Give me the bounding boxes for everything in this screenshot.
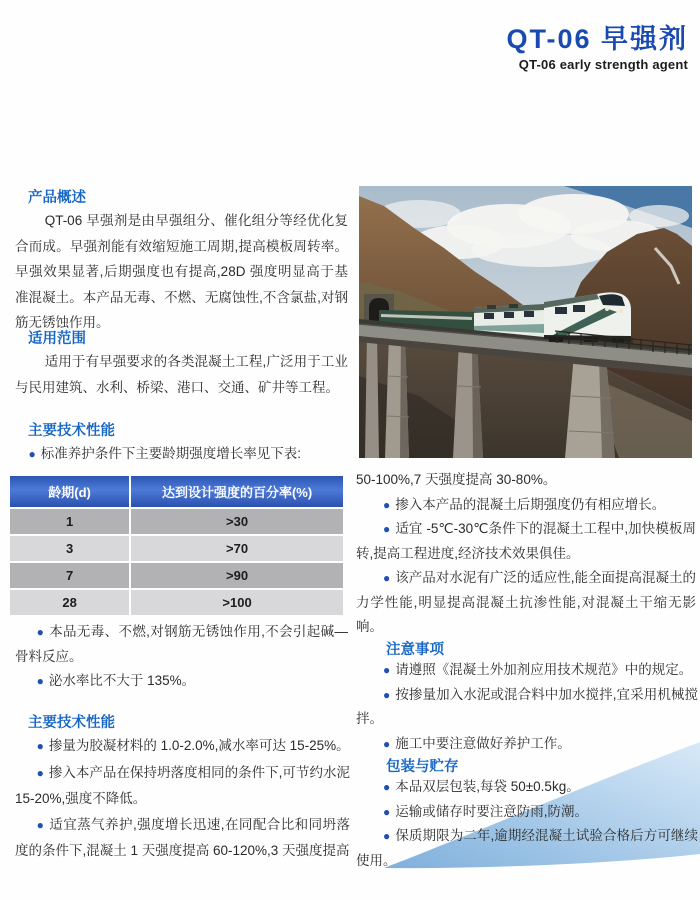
page-title: QT-06 早强剂 (506, 24, 688, 54)
bullet-icon: ● (383, 780, 391, 794)
table-row (10, 563, 343, 588)
notes-bullet-list (356, 658, 698, 756)
bullet-icon: ● (383, 804, 391, 819)
table-row (10, 536, 343, 561)
cell-percent: >100 (131, 590, 343, 615)
list-item-text: 掺入本产品的混凝土后期强度仍有相应增长。 (395, 496, 666, 512)
list-item (356, 566, 696, 640)
list-item (356, 658, 698, 683)
tech2-bullet-list (15, 733, 350, 864)
table-row (10, 509, 343, 534)
overview-paragraph (15, 208, 348, 336)
cell-age: 28 (10, 590, 129, 615)
table-header-percent: 达到设计强度的百分率(%) (131, 476, 343, 507)
list-item (15, 620, 348, 669)
section-heading-packing: 包装与贮存 (386, 759, 459, 775)
cell-percent: >30 (131, 509, 343, 534)
list-item-text: 掺量为胶凝材料的 1.0-2.0%,减水率可达 15-25%。 (48, 738, 350, 753)
page-header (506, 24, 688, 72)
list-item-text: 施工中要注意做好养护工作。 (395, 735, 571, 751)
cell-percent: >90 (131, 563, 343, 588)
list-item (15, 669, 348, 694)
strength-table (8, 474, 345, 617)
table-header-row (10, 476, 343, 507)
list-item-text: 泌水率比不大于 135%。 (48, 673, 196, 688)
list-item (356, 732, 698, 757)
scope-paragraph (15, 349, 348, 400)
bullet-icon: ● (383, 497, 391, 512)
bullet-icon: ● (383, 522, 391, 536)
list-item (356, 775, 698, 800)
cell-age: 1 (10, 509, 129, 534)
tech1-intro-block (15, 441, 348, 468)
list-item-text: 保质期限为二年,逾期经混凝土试验合格后方可继续使用。 (356, 828, 698, 868)
list-item-text: 本品无毒、不燃,对钢筋无锈蚀作用,不会引起碱—骨料反应。 (15, 624, 348, 664)
bullet-icon: ● (36, 625, 45, 639)
list-item (15, 733, 350, 760)
list-item (15, 760, 350, 812)
bullet-icon: ● (383, 687, 391, 702)
page-subtitle: QT-06 early strength agent (518, 57, 688, 72)
cell-age: 7 (10, 563, 129, 588)
train-bridge-photo (359, 186, 692, 458)
list-item (356, 493, 696, 518)
list-item-text: 请遵照《混凝土外加剂应用技术规范》中的规定。 (395, 662, 693, 677)
overview-text: QT-06 早强剂是由早强组分、催化组分等经优化复合而成。早强剂能有效缩短施工周期,提高模板周转率。早强效果显著,后期强度也有提高,28D 强度明显高于基准混凝土。本产品无毒、不燃、无腐蚀性,不含氯盐,对钢筋无锈蚀作用。 (15, 213, 348, 330)
list-item-text: 掺入本产品在保持坍落度相同的条件下,可节约水泥 15-20%,强度不降低。 (15, 764, 350, 806)
tech1-bullet-list (15, 620, 348, 694)
list-item (356, 824, 698, 873)
tech-continuation-block (356, 468, 696, 640)
bullet-icon: ● (36, 739, 44, 753)
section-heading-notes: 注意事项 (386, 642, 444, 658)
bullet-icon: ● (36, 674, 44, 688)
list-item (356, 683, 698, 732)
table-header-age: 龄期(d) (10, 476, 129, 507)
section-heading-tech2: 主要技术性能 (28, 715, 115, 731)
list-item-text: 按掺量加入水泥或混合料中加水搅拌,宜采用机械搅拌。 (356, 686, 698, 726)
list-item (356, 800, 698, 825)
bullet-icon: ● (28, 447, 36, 461)
list-item-text: 运输或储存时要注意防雨,防潮。 (395, 803, 589, 819)
list-item (356, 517, 696, 566)
bullet-icon: ● (383, 829, 391, 843)
list-item-text: 适宜蒸气养护,强度增长迅速,在同配合比和同坍落度的条件下,混凝土 1 天强度提高 60-120%,3 天强度提高 (15, 816, 350, 858)
bullet-icon: ● (36, 765, 44, 780)
packing-bullet-list (356, 775, 698, 873)
list-item-text: 该产品对水泥有广泛的适应性,能全面提高混凝土的力学性能,明显提高混凝土抗渗性能,对混凝土干缩无影响。 (356, 570, 697, 634)
table-row (10, 590, 343, 615)
bullet-icon: ● (383, 571, 391, 585)
scope-text: 适用于有早强要求的各类混凝土工程,广泛用于工业与民用建筑、水利、桥梁、港口、交通、矿井等工程。 (15, 354, 348, 395)
list-item (15, 812, 350, 864)
tech1-intro-text: 标准养护条件下主要龄期强度增长率见下表: (40, 446, 302, 461)
bullet-icon: ● (383, 663, 391, 677)
section-heading-scope: 适用范围 (28, 331, 86, 347)
list-item-text: 本品双层包装,每袋 50±0.5kg。 (395, 779, 580, 794)
continuation-line: 50-100%,7 天强度提高 30-80%。 (356, 472, 557, 487)
bullet-icon: ● (383, 736, 391, 751)
section-heading-overview: 产品概述 (28, 190, 86, 206)
tech1-intro (15, 441, 348, 468)
bullet-icon: ● (36, 817, 45, 832)
cell-age: 3 (10, 536, 129, 561)
list-item-text: 适宜 -5℃-30℃条件下的混凝土工程中,加快模板周转,提高工程进度,经济技术效果俱佳。 (356, 521, 697, 561)
cell-percent: >70 (131, 536, 343, 561)
section-heading-tech1: 主要技术性能 (28, 423, 115, 439)
